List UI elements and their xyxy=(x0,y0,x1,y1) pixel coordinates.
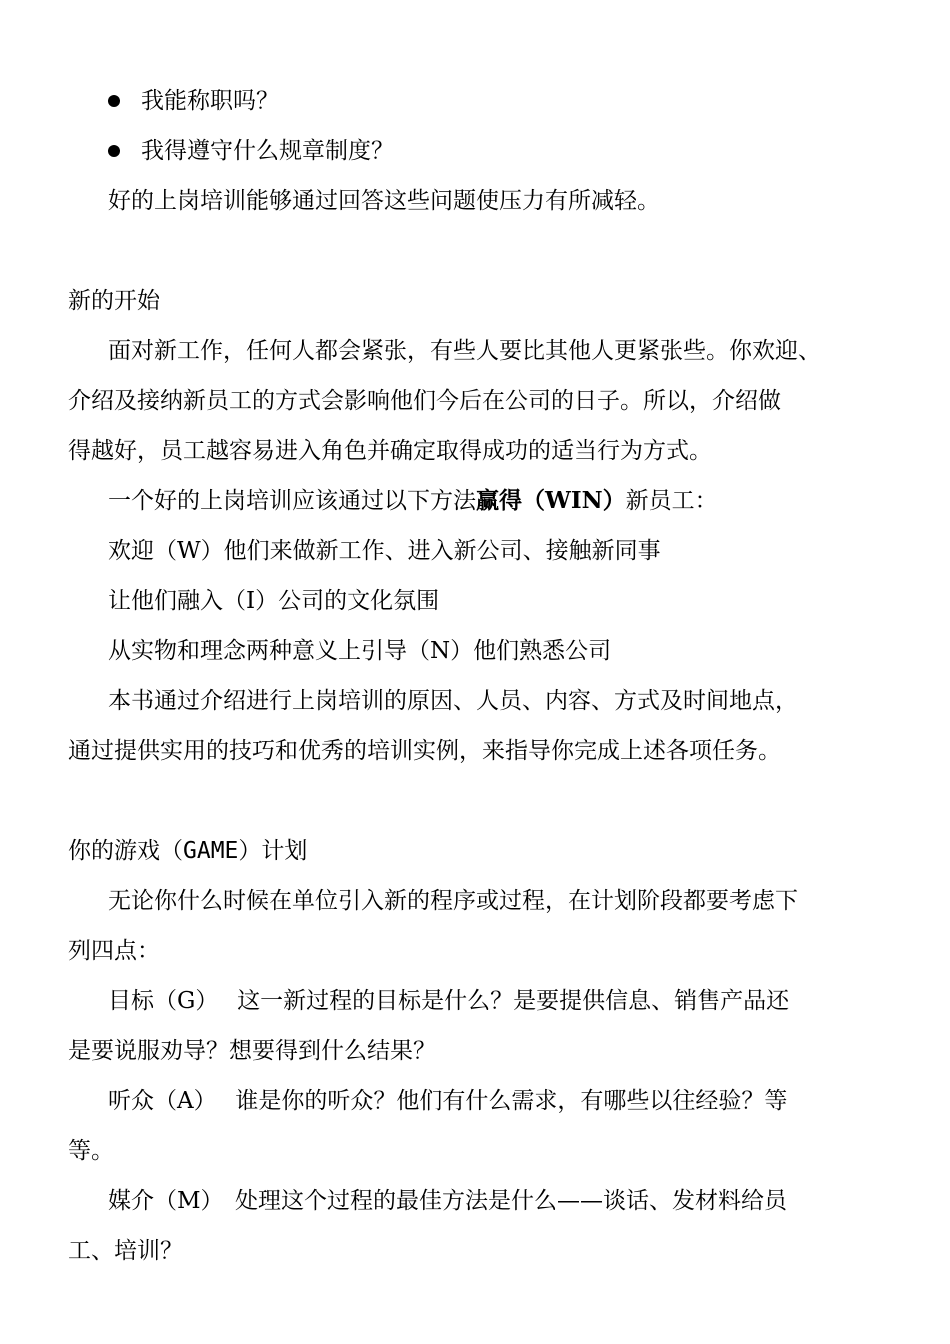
win-item-navigate: 从实物和理念两种意义上引导（N）他们熟悉公司 xyxy=(108,638,612,664)
paragraph-line: 本书通过介绍进行上岗培训的原因、人员、内容、方式及时间地点， xyxy=(108,688,798,714)
game-item-audience-cont: 等。 xyxy=(68,1138,114,1164)
game-item-audience: 听众（A） 谁是你的听众？他们有什么需求，有哪些以往经验？等 xyxy=(108,1088,788,1114)
game-item-goal: 目标（G） 这一新过程的目标是什么？是要提供信息、销售产品还 xyxy=(108,988,790,1014)
paragraph-line: 无论你什么时候在单位引入新的程序或过程，在计划阶段都要考虑下 xyxy=(108,888,798,914)
paragraph-line: 得越好，员工越容易进入角色并确定取得成功的适当行为方式。 xyxy=(68,438,712,464)
game-heading-code: GAME xyxy=(183,838,239,864)
section-heading-game-plan xyxy=(68,836,888,866)
game-heading-text: 你的游戏（ xyxy=(68,838,183,864)
paragraph-line: 通过提供实用的技巧和优秀的培训实例，来指导你完成上述各项任务。 xyxy=(68,738,781,764)
bullet-dot-icon xyxy=(108,145,120,157)
paragraph-line: 列四点： xyxy=(68,938,160,964)
game-heading-text: ）计划 xyxy=(238,838,308,864)
game-item-media: 媒介（M） 处理这个过程的最佳方法是什么——谈话、发材料给员 xyxy=(108,1188,788,1214)
section-heading-new-start: 新的开始 xyxy=(68,288,160,314)
game-item-goal-cont: 是要说服劝导？想要得到什么结果？ xyxy=(68,1038,436,1064)
paragraph-line: 介绍及接纳新员工的方式会影响他们今后在公司的日子。所以，介绍做 xyxy=(68,388,781,414)
win-lead-text: 一个好的上岗培训应该通过以下方法 xyxy=(108,488,476,514)
game-item-media-cont: 工、培训？ xyxy=(68,1238,183,1264)
bullet-item: 我能称职吗？ xyxy=(141,88,279,114)
win-lead-text: 新员工： xyxy=(625,488,718,514)
intro-summary: 好的上岗培训能够通过回答这些问题使压力有所减轻。 xyxy=(108,188,660,214)
win-item-integrate: 让他们融入（I）公司的文化氛围 xyxy=(108,588,440,614)
win-lead xyxy=(108,486,888,516)
paragraph-line: 面对新工作，任何人都会紧张，有些人要比其他人更紧张些。你欢迎、 xyxy=(108,338,821,364)
win-item-welcome: 欢迎（W）他们来做新工作、进入新公司、接触新同事 xyxy=(108,538,661,564)
win-lead-bold: 赢得（WIN） xyxy=(476,487,626,514)
bullet-dot-icon xyxy=(108,95,120,107)
bullet-item: 我得遵守什么规章制度？ xyxy=(141,138,394,164)
